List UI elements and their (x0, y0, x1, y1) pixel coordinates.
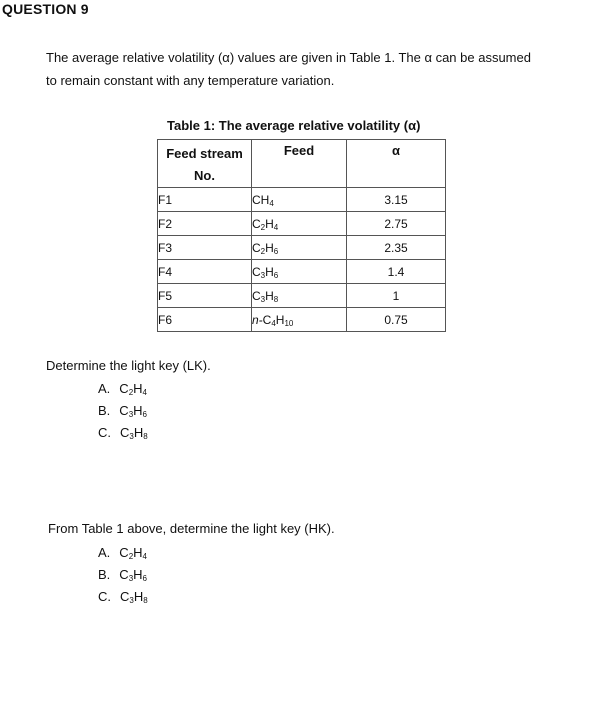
feed-formula-subscript: 3 (260, 294, 266, 304)
cell-feed (252, 236, 347, 260)
feed-formula-subscript: 3 (260, 270, 266, 280)
feed-formula-subscript: 8 (273, 294, 279, 304)
header-alpha: α (347, 140, 446, 188)
option-formula-part: H (133, 589, 144, 604)
cell-feed (252, 260, 347, 284)
feed-formula-part: H (265, 288, 274, 303)
table-row (158, 284, 446, 308)
option-formula-part: C (119, 403, 129, 418)
cell-alpha: 1.4 (347, 260, 446, 284)
cell-feed-stream: F5 (158, 284, 252, 308)
option-formula-subscript: 3 (128, 410, 134, 419)
header-feed: Feed (252, 140, 347, 188)
cell-feed-stream: F3 (158, 236, 252, 260)
table-caption: Table 1: The average relative volatility (α) (167, 118, 421, 133)
feed-formula-part: H (265, 216, 274, 231)
option-formula-part: H (133, 403, 143, 418)
option-letter: B. (98, 567, 111, 582)
option-formula-subscript: 8 (143, 432, 148, 441)
option-formula-subscript: 6 (142, 410, 147, 419)
part1-prompt: Determine the light key (LK). (46, 358, 211, 373)
option-formula-part: C (119, 567, 129, 582)
option-formula-subscript: 2 (128, 388, 134, 397)
feed-formula-part: C (252, 216, 261, 231)
feed-prefix: n- (252, 312, 263, 327)
option-letter: C. (98, 589, 111, 604)
option-formula-part: C (120, 589, 130, 604)
cell-alpha: 0.75 (347, 308, 446, 332)
option-letter: A. (98, 545, 111, 560)
feed-formula-part: H (265, 240, 274, 255)
feed-formula-subscript: 2 (260, 246, 266, 256)
feed-formula-subscript: 6 (273, 270, 279, 280)
part1-option (98, 381, 147, 396)
option-letter: C. (98, 425, 111, 440)
option-formula-subscript: 3 (129, 432, 134, 441)
cell-feed (252, 188, 347, 212)
cell-alpha: 3.15 (347, 188, 446, 212)
table-row (158, 308, 446, 332)
option-formula-part: C (119, 545, 129, 560)
feed-formula-part: H (265, 264, 274, 279)
cell-alpha: 2.75 (347, 212, 446, 236)
feed-formula-part: CH (252, 192, 270, 207)
feed-formula-part: C (252, 264, 261, 279)
feed-formula-subscript: 2 (260, 222, 266, 232)
option-formula-subscript: 2 (128, 552, 134, 561)
feed-formula-part: C (252, 288, 261, 303)
part2-option (98, 589, 148, 604)
part2-option (98, 545, 147, 560)
part1-option (98, 425, 148, 440)
feed-formula-subscript: 4 (271, 318, 276, 328)
question-intro (46, 46, 531, 92)
option-formula-subscript: 6 (142, 574, 147, 583)
question-heading: QUESTION 9 (2, 1, 89, 17)
part1-option (98, 403, 147, 418)
feed-formula-part: C (252, 240, 261, 255)
feed-formula-part: H (275, 312, 285, 327)
option-formula-part: C (120, 425, 130, 440)
cell-feed-stream: F1 (158, 188, 252, 212)
header-feed-stream-line1: Feed stream (166, 146, 243, 161)
feed-formula-subscript: 4 (273, 222, 279, 232)
table-row (158, 260, 446, 284)
feed-formula-subscript: 4 (269, 198, 274, 208)
cell-feed-stream: F2 (158, 212, 252, 236)
option-formula-subscript: 4 (142, 552, 147, 561)
option-formula-part: H (133, 425, 144, 440)
table-row (158, 236, 446, 260)
option-formula-part: H (133, 381, 143, 396)
option-formula-part: H (133, 567, 143, 582)
intro-line-2: to remain constant with any temperature variation. (46, 73, 335, 88)
table-row (158, 188, 446, 212)
header-feed-stream-line2: No. (194, 168, 215, 183)
option-formula-subscript: 3 (129, 596, 134, 605)
option-formula-subscript: 4 (142, 388, 147, 397)
option-letter: A. (98, 381, 111, 396)
header-feed-stream (158, 140, 252, 188)
cell-feed-stream: F6 (158, 308, 252, 332)
part2-option (98, 567, 147, 582)
table-row (158, 212, 446, 236)
feed-formula-subscript: 6 (273, 246, 279, 256)
cell-alpha: 1 (347, 284, 446, 308)
cell-feed (252, 212, 347, 236)
option-formula-part: H (133, 545, 143, 560)
option-formula-subscript: 8 (143, 596, 148, 605)
table-header-row (158, 140, 446, 188)
part2-prompt: From Table 1 above, determine the light key (HK). (48, 521, 335, 536)
option-formula-subscript: 3 (128, 574, 134, 583)
option-formula-part: C (119, 381, 129, 396)
cell-feed-stream: F4 (158, 260, 252, 284)
cell-feed (252, 308, 347, 332)
intro-line-1: The average relative volatility (α) values are given in Table 1. The α can be assumed (46, 50, 531, 65)
cell-alpha: 2.35 (347, 236, 446, 260)
cell-feed (252, 284, 347, 308)
feed-formula-part: C (262, 312, 272, 327)
option-letter: B. (98, 403, 111, 418)
volatility-table (157, 139, 446, 332)
feed-formula-subscript: 10 (284, 318, 294, 328)
